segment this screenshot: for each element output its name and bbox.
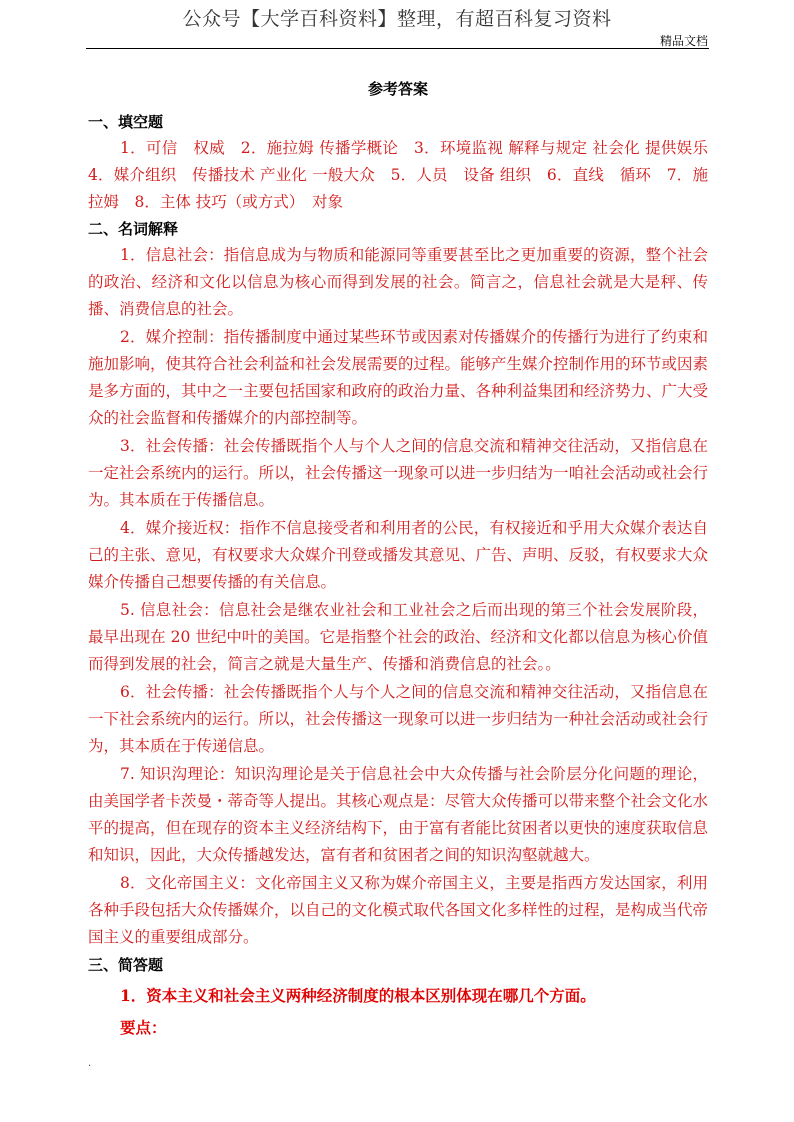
document-title: 参考答案 [367,80,428,98]
section-definitions-heading: 二、名词解释 [88,220,179,238]
fill-blank-answers: 1．可信 权威 2．施拉姆 传播学概论 3．环境监视 解释与规定 社会化 提供娱乐 4．媒介组织 传播技术 产业化 一般大众 5．人员 设备 组织 6．直线 循环 7．施拉姆 8．主体 技巧（或方式） 对象 [88,139,724,211]
definition-item: 2．媒介控制：指传播制度中通过某些环节或因素对传播媒介的传播行为进行了约束和施加影响，使其符合社会利益和社会发展需要的过程。能够产生媒介控制作用的环节或因素是多方面的，其中之一主要包括国家和政府的政治力量、各种利益集团和经济势力、广大受众的社会监督和传播媒介的内部控制等。 [88,328,709,427]
watermark-header: 公众号【大学百科资料】整理，有超百科复习资料 [182,8,612,30]
definition-item: 4．媒介接近权：指作不信息接受者和利用者的公民，有权接近和乎用大众媒介表达自己的主张、意见，有权要求大众媒介刊登或播发其意见、广告、声明、反驳，有权要求大众媒介传播自己想要传播的有关信息。 [88,519,709,591]
question-1: 1．资本主义和社会主义两种经济制度的根本区别体现在哪几个方面。 [120,986,596,1005]
definition-item: 3．社会传播：社会传播既指个人与个人之间的信息交流和精神交往活动，又指信息在一定社会系统内的运行。所以，社会传播这一现象可以进一步归结为一咱社会活动或社会行为。其本质在于传播信息。 [88,437,709,509]
definition-item: 5. 信息社会：信息社会是继农业社会和工业社会之后而出现的第三个社会发展阶段，最早出现在 20 世纪中叶的美国。它是指整个社会的政治、经济和文化都以信息为核心价值而得到发展的社会，简言之就是大量生产、传播和消费信息的社会。。 [88,601,708,673]
key-points-label: 要点： [120,1018,167,1037]
document-body [88,78,724,1042]
definition-item: 7. 知识沟理论：知识沟理论是关于信息社会中大众传播与社会阶层分化问题的理论，由美国学者卡茨曼・蒂奇等人提出。其核心观点是：尽管大众传播可以带来整个社会文化水平的提高，但在现存的资本主义经济结构下，由于富有者能比贫困者以更快的速度获取信息和知识，因此，大众传播越发达，富有者和贫困者之间的知识沟壑就越大。 [88,765,709,864]
definition-item: 8．文化帝国主义：文化帝国主义又称为媒介帝国主义，主要是指西方发达国家，利用各种手段包括大众传播媒介，以自己的文化模式取代各国文化多样性的过程，是构成当代帝国主义的重要组成部分。 [88,874,709,946]
definition-item: 6．社会传播：社会传播既指个人与个人之间的信息交流和精神交往活动，又指信息在一下社会系统内的运行。所以，社会传播这一现象可以进一步归结为一种社会活动或社会行为，其本质在于传递信息。 [88,683,709,755]
section-short-answer-heading: 三、简答题 [88,956,164,974]
section-fill-blank-heading: 一、填空题 [88,113,164,131]
footer-mark: . [88,1058,92,1069]
definitions-list [88,242,708,951]
header-label: 精品文档 [659,34,708,48]
definition-item: 1．信息社会：指信息成为与物质和能源同等重要甚至比之更加重要的资源，整个社会的政治、经济和文化以信息为核心而得到发展的社会。简言之，信息社会就是大是秤、传播、消费信息的社会。 [88,246,708,318]
header-rule [86,48,709,49]
